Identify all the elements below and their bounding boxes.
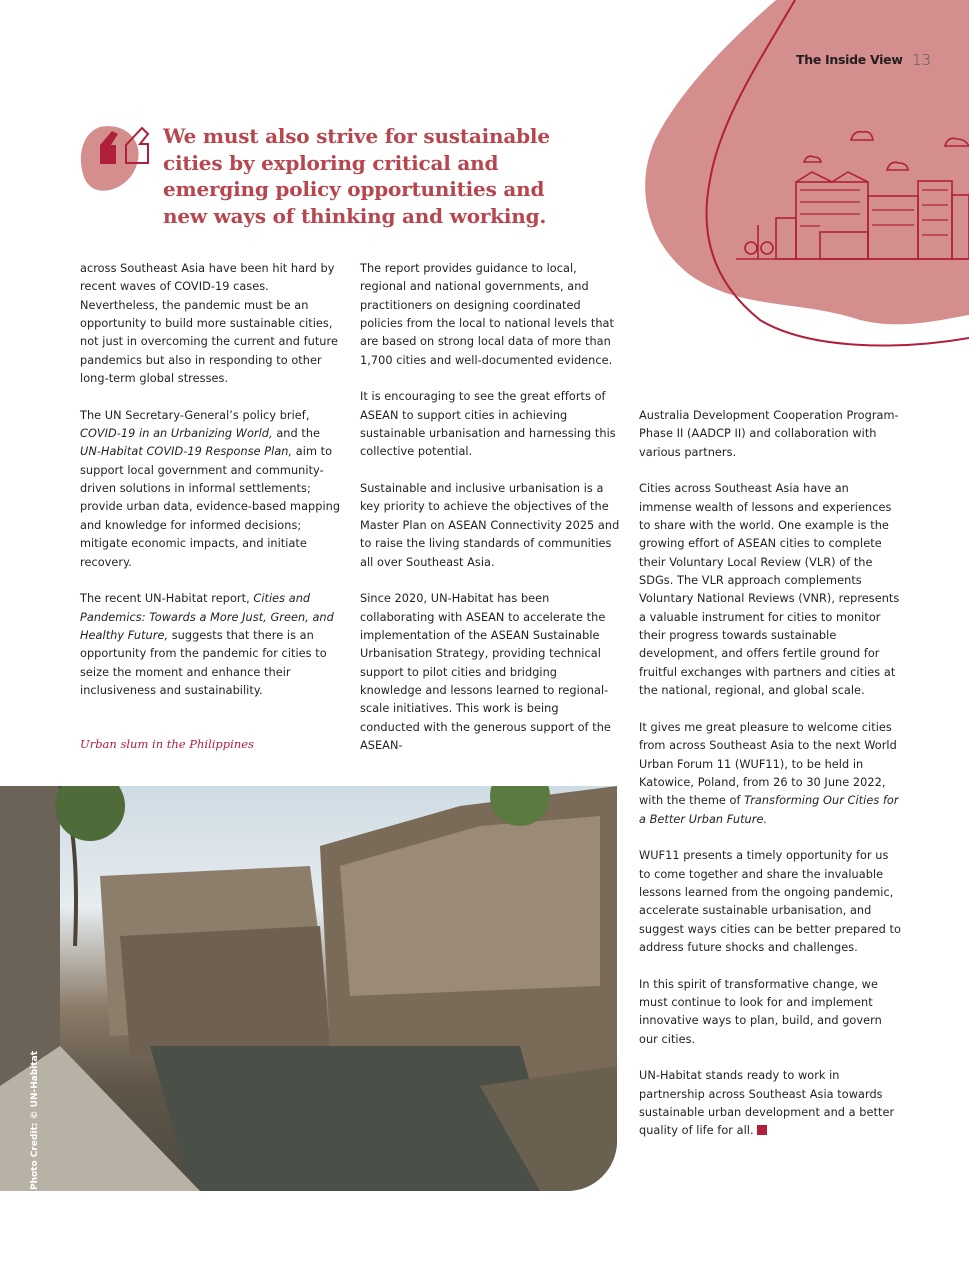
- paragraph: [80, 590, 342, 700]
- text: across Southeast Asia have been hit hard by recent waves of COVID-19 cases. Nevertheless, the pandemic must be an opportunity to build more sustainable cities, not just in overcoming the current and future pandemics but also in responding to other long-term global stresses.: [80, 262, 338, 386]
- text: The recent UN-Habitat report,: [80, 592, 254, 606]
- text: and the: [272, 427, 321, 441]
- paragraph: [639, 480, 901, 700]
- paragraph: [639, 719, 901, 829]
- section-title: The Inside View: [796, 52, 903, 67]
- paragraph: [639, 407, 901, 462]
- photo-caption: Urban slum in the Philippines: [80, 737, 254, 751]
- italic-title: Transforming Our Cities for a Better Urban Future.: [639, 794, 899, 826]
- page-number: 13: [912, 51, 932, 69]
- paragraph: [639, 1067, 901, 1140]
- text: Cities across Southeast Asia have an immense wealth of lessons and experiences to share with the world. One example is the growing effort of ASEAN cities to complete their Voluntary Local Review (VLR) of the SDGs. The VLR approach complements Voluntary National Reviews (VNR), represents a valuable instrument for cities to monitor their progress towards sustainable development, and offers fertile ground for fruitful exchanges with partners and cities at the national, regional, and global scale.: [639, 482, 900, 698]
- text: It gives me great pleasure to welcome cities from across Southeast Asia to the next World Urban Forum 11 (WUF11), to be held in Katowice, Poland, from 26 to 30 June 2022, with the theme of: [639, 720, 897, 808]
- paragraph: [80, 260, 342, 388]
- photo-illustration: [0, 786, 617, 1191]
- paragraph: [360, 480, 622, 572]
- text: It is encouraging to see the great efforts of ASEAN to support cities in achieving sustainable urbanisation and harnessing this collective potential.: [360, 390, 616, 459]
- column-2: [360, 260, 622, 774]
- text: The UN Secretary-General’s policy brief,: [80, 408, 310, 422]
- paragraph: [639, 847, 901, 957]
- end-mark-icon: [757, 1125, 767, 1135]
- text: Australia Development Cooperation Program-Phase II (AADCP II) and collaboration with various partners.: [639, 409, 899, 459]
- paragraph: [360, 388, 622, 461]
- text: Sustainable and inclusive urbanisation is a key priority to achieve the objectives of the Master Plan on ASEAN Connectivity 2025 and to raise the living standards of communities all over Southeast Asia.: [360, 482, 620, 569]
- italic-title: UN-Habitat COVID-19 Response Plan,: [80, 445, 293, 459]
- photo-credit: Photo Credit: © UN-Habitat: [30, 1050, 40, 1190]
- italic-title: COVID-19 in an Urbanizing World,: [80, 427, 273, 441]
- column-3: [639, 407, 901, 1159]
- paragraph: [639, 976, 901, 1049]
- column-1: [80, 260, 342, 719]
- text: suggests that there is an opportunity from the pandemic for cities to seize the moment and enhance their inclusiveness and sustainability.: [80, 628, 327, 697]
- italic-title: Cities and Pandemics: Towards a More Just, Green, and Healthy Future,: [80, 592, 334, 642]
- text: In this spirit of transformative change, we must continue to look for and implement innovative ways to plan, build, and govern our cities.: [639, 977, 882, 1046]
- pull-quote: We must also strive for sustainable cities by exploring critical and emerging policy opportunities and new ways of thinking and working.: [163, 124, 550, 228]
- paragraph: [360, 590, 622, 755]
- text: UN-Habitat stands ready to work in partnership across Southeast Asia towards sustainable urban development and a better quality of life for all.: [639, 1069, 895, 1138]
- paragraph: [80, 407, 342, 572]
- text: WUF11 presents a timely opportunity for us to come together and share the invaluable lessons learned from the ongoing pandemic, accelerate sustainable urbanisation, and suggest ways cities can be better prepared to address future shocks and challenges.: [639, 849, 901, 954]
- text: Since 2020, UN-Habitat has been collaborating with ASEAN to accelerate the implementation of the ASEAN Sustainable Urbanisation Strategy, providing technical support to pilot cities and bridging knowledge and lessons learned to regional-scale initiatives. This work is being conducted with the generous support of the ASEAN-: [360, 592, 611, 752]
- text: aim to support local government and community-driven solutions in informal settlements; provide urban data, evidence-based mapping and knowledge for informed decisions; mitigate economic impacts, and initiate recovery.: [80, 445, 341, 569]
- paragraph: [360, 260, 622, 370]
- photo-urban-slum: [0, 786, 617, 1191]
- text: The report provides guidance to local, regional and national governments, and practitioners on designing coordinated policies from the local to national levels that are based on strong local data of more than 1,700 cities and well-documented evidence.: [360, 262, 614, 367]
